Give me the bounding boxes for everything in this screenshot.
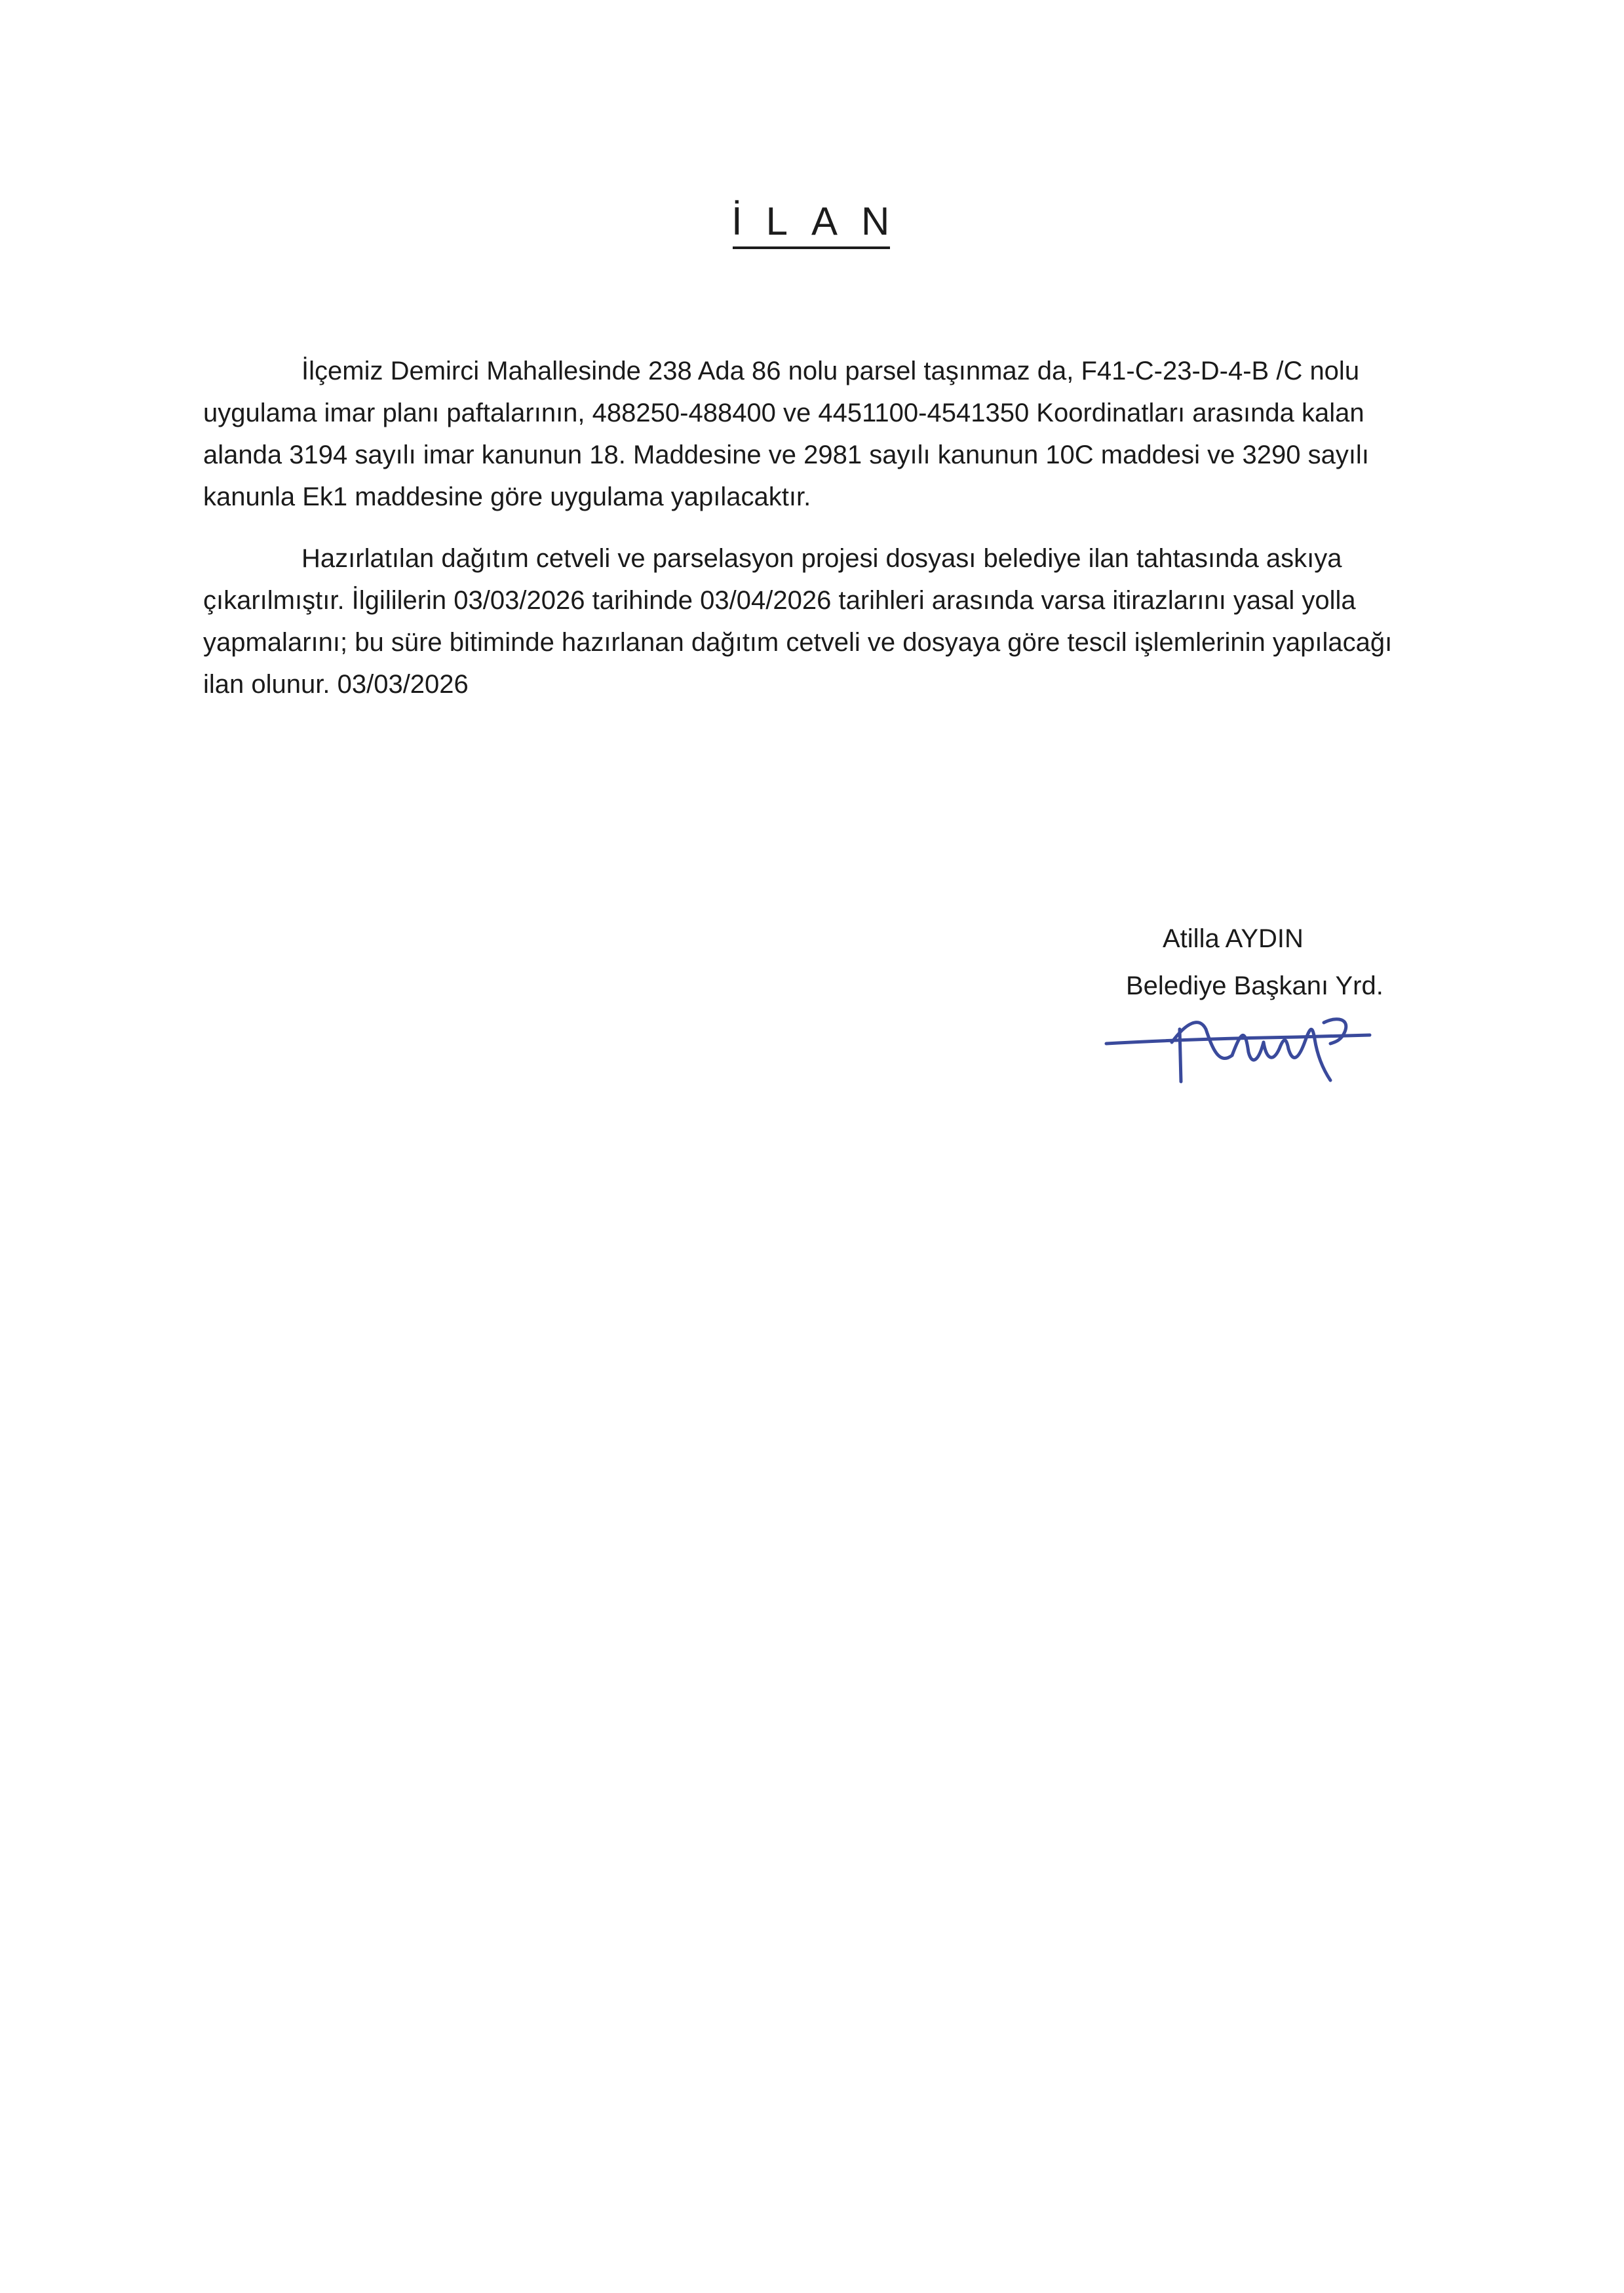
signatory-role: Belediye Başkanı Yrd. (1126, 971, 1383, 1000)
paragraph-plan-application: İlçemiz Demirci Mahallesinde 238 Ada 86 nolu parsel taşınmaz da, F41-C-23-D-4-B /C nolu uygulama imar planı paftalarının, 488250-488400 ve 4451100-4541350 Koordinatları arasında kalan alanda 3194 sayılı imar kanunun 18. Maddesine ve 2981 sayılı kanunun 10C maddesi ve 3290 sayılı kanunla Ek1 maddesine göre uygulama yapılacaktır. (203, 357, 1369, 511)
document-title: İLAN (731, 199, 914, 243)
signatory-block (1126, 918, 1440, 1007)
announcement-body (203, 350, 1402, 705)
signatory-name: Atilla AYDIN (1163, 924, 1304, 953)
handwritten-signature (1101, 1003, 1376, 1088)
title-underline (733, 246, 890, 249)
paragraph-objection-period: Hazırlatılan dağıtım cetveli ve parselasyon projesi dosyası belediye ilan tahtasında askıya çıkarılmıştır. İlgililerin 03/03/2026 tarihinde 03/04/2026 tarihleri arasında varsa itirazlarını yasal yolla yapmalarını; bu süre bitiminde hazırlanan dağıtım cetveli ve dosyaya göre tescil işlemlerinin yapılacağı ilan olunur. 03/03/2026 (203, 544, 1393, 699)
